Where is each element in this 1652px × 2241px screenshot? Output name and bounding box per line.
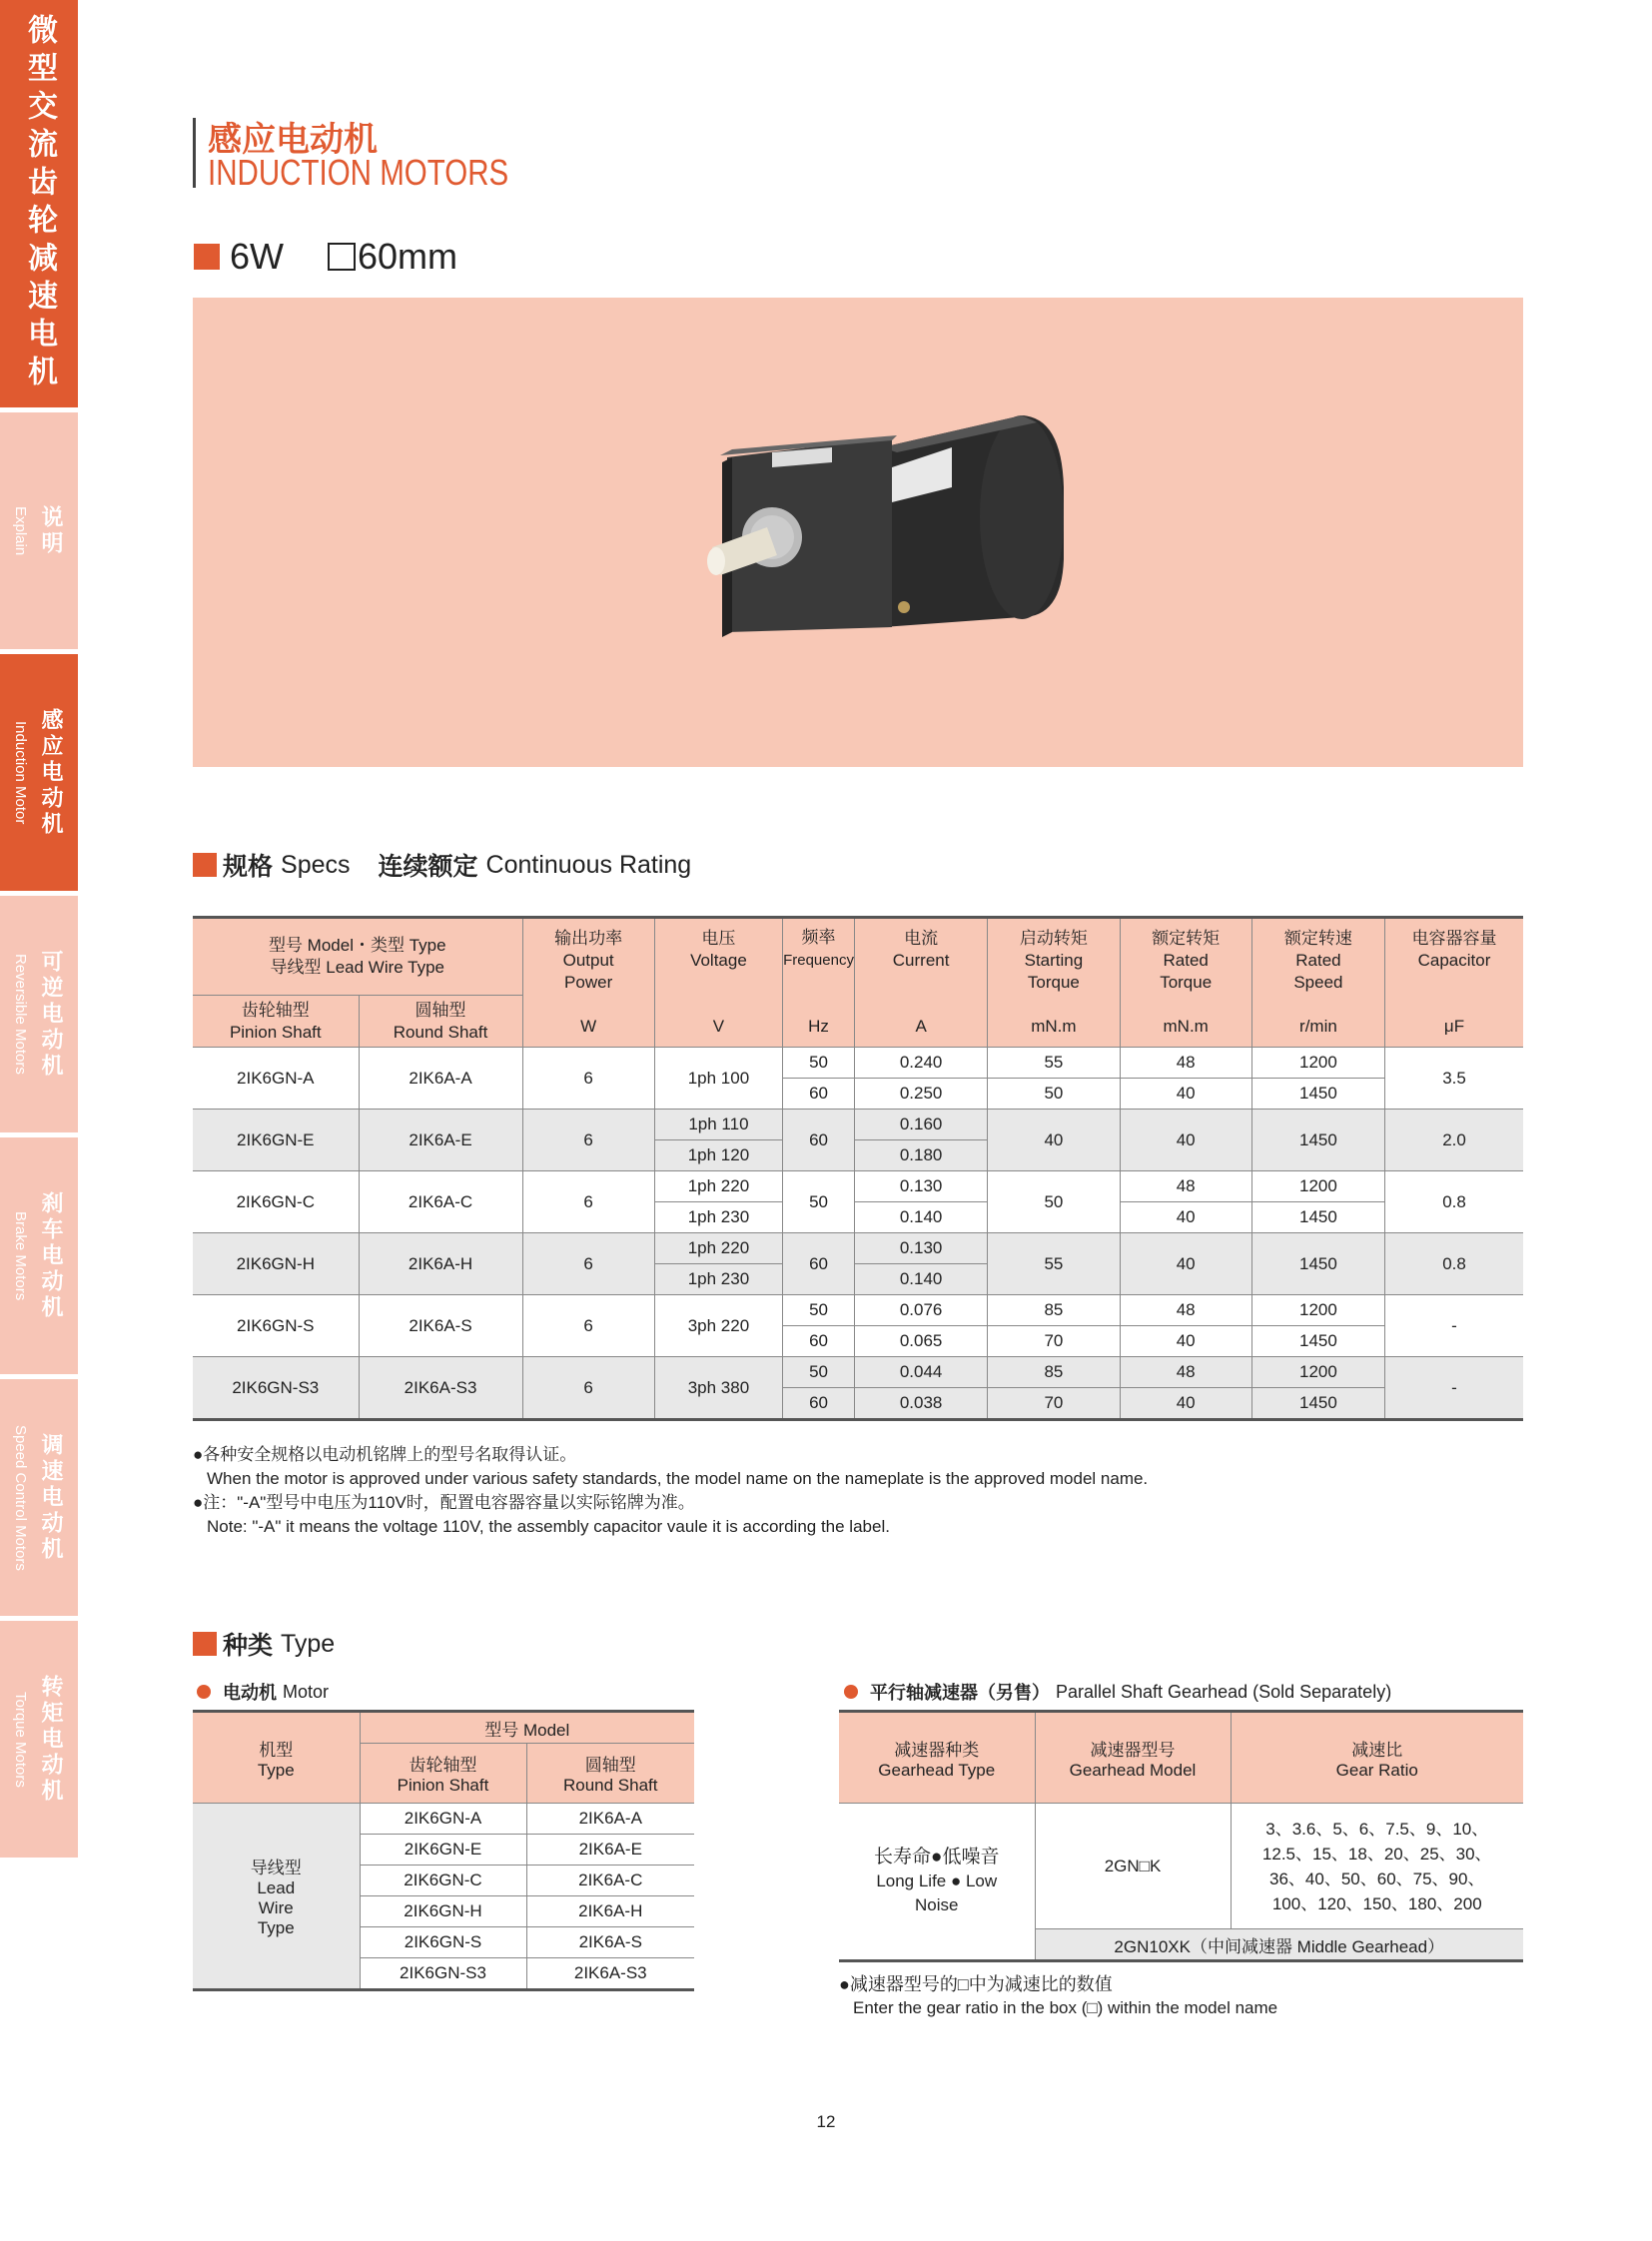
table-cell: 55 xyxy=(988,1048,1120,1079)
specs-heading-zh: 规格 xyxy=(223,852,274,881)
table-cell: 3ph 220 xyxy=(654,1295,782,1357)
table-cell: 60 xyxy=(783,1110,855,1171)
table-cell: 2IK6A-S3 xyxy=(359,1357,522,1420)
table-cell: 50 xyxy=(783,1295,855,1326)
sidebar-tab-sublabel: Reversible Motors xyxy=(12,954,29,1075)
table-cell: 1450 xyxy=(1251,1233,1384,1295)
sidebar-tab-label: 说明 xyxy=(38,504,63,557)
table-cell: 6 xyxy=(522,1171,654,1233)
table-cell: 0.160 xyxy=(854,1110,987,1140)
power-rating: 6W xyxy=(230,236,284,277)
gearhead-type-header: 减速器种类 Gearhead Type xyxy=(839,1712,1035,1804)
table-cell: 2IK6GN-S xyxy=(193,1295,359,1357)
gearhead-subheading xyxy=(844,1679,1391,1705)
dot-bullet-icon xyxy=(844,1685,858,1699)
spec-notes xyxy=(193,1443,1148,1539)
round-shaft-header: 圆轴型 Round Shaft xyxy=(359,996,522,1048)
type-heading-en: Type xyxy=(281,1629,336,1658)
table-cell: 2IK6GN-C xyxy=(193,1171,359,1233)
sidebar-tab-induction-motor[interactable] xyxy=(0,654,78,891)
table-cell: 2IK6A-C xyxy=(359,1171,522,1233)
table-cell: 2IK6GN-E xyxy=(193,1110,359,1171)
table-cell: 1200 xyxy=(1251,1171,1384,1202)
motor-type-table xyxy=(193,1710,694,1991)
table-row xyxy=(193,1110,1523,1140)
starting-torque-header: 启动转矩 Starting Torque mN.m xyxy=(988,918,1120,1048)
title-divider xyxy=(193,118,196,188)
table-cell: 1ph 220 xyxy=(654,1233,782,1264)
table-cell: 6 xyxy=(522,1233,654,1295)
gearhead-table xyxy=(839,1710,1523,1962)
table-cell: 40 xyxy=(1120,1388,1251,1420)
model-type-header: 型号 Model・类型 Type 导线型 Lead Wire Type xyxy=(193,918,522,996)
table-cell: 50 xyxy=(783,1357,855,1388)
table-cell: 1450 xyxy=(1251,1326,1384,1357)
table-cell: 60 xyxy=(783,1326,855,1357)
table-cell: 0.076 xyxy=(854,1295,987,1326)
sidebar-tab-sublabel: Explain xyxy=(12,505,29,556)
square-bullet-icon xyxy=(193,1632,217,1656)
table-cell: 40 xyxy=(1120,1233,1251,1295)
round-shaft-header: 圆轴型 Round Shaft xyxy=(526,1744,694,1804)
table-cell: 0.140 xyxy=(854,1264,987,1295)
sidebar-tab-sublabel: Brake Motors xyxy=(12,1210,29,1301)
voltage-header: 电压 Voltage V xyxy=(654,918,782,1048)
table-row xyxy=(193,1295,1523,1326)
table-cell: 1450 xyxy=(1251,1202,1384,1233)
table-cell: 2.0 xyxy=(1385,1110,1523,1171)
table-cell: 6 xyxy=(522,1110,654,1171)
sidebar-tab-label: 调速电动机 xyxy=(38,1432,63,1563)
table-cell: 50 xyxy=(783,1171,855,1233)
table-cell: 48 xyxy=(1120,1171,1251,1202)
sidebar-tab-sublabel: Torque Motors xyxy=(12,1691,29,1788)
gear-ratio-header: 减速比 Gear Ratio xyxy=(1231,1712,1523,1804)
sidebar-tab-reversible-motors[interactable] xyxy=(0,896,78,1132)
type-heading-zh: 种类 xyxy=(223,1631,274,1660)
table-cell: 40 xyxy=(1120,1079,1251,1110)
table-cell: 1ph 110 xyxy=(654,1110,782,1140)
table-cell: 70 xyxy=(988,1326,1120,1357)
table-cell: 2IK6GN-S3 xyxy=(360,1958,526,1990)
table-row xyxy=(193,1048,1523,1079)
type-heading xyxy=(193,1626,335,1662)
pinion-shaft-header: 齿轮轴型 Pinion Shaft xyxy=(193,996,359,1048)
table-cell: 1ph 230 xyxy=(654,1202,782,1233)
rated-torque-header: 额定转矩 Rated Torque mN.m xyxy=(1120,918,1251,1048)
table-cell: 1450 xyxy=(1251,1110,1384,1171)
table-cell: 2IK6A-H xyxy=(526,1896,694,1927)
table-row xyxy=(193,1804,694,1835)
sidebar-tab-explain[interactable] xyxy=(0,412,78,649)
table-cell: 1200 xyxy=(1251,1357,1384,1388)
note-2-en: Note: "-A" it means the voltage 110V, the assembly capacitor vaule it is according the label. xyxy=(207,1517,890,1536)
table-cell: 70 xyxy=(988,1388,1120,1420)
gearhead-note xyxy=(839,1972,1277,2020)
table-cell: 40 xyxy=(988,1110,1120,1171)
note-2-zh: ●注："-A"型号中电压为110V时，配置电容器容量以实际铭牌为准。 xyxy=(193,1493,695,1512)
table-cell: 0.044 xyxy=(854,1357,987,1388)
gearhead-subheading-en: Parallel Shaft Gearhead (Sold Separately) xyxy=(1056,1681,1392,1702)
table-cell: 2IK6GN-A xyxy=(360,1804,526,1835)
square-size-icon xyxy=(328,243,356,271)
middle-gearhead-cell: 2GN10XK（中间减速器 Middle Gearhead） xyxy=(1035,1929,1523,1961)
table-cell: 2IK6A-S3 xyxy=(526,1958,694,1990)
table-cell: 60 xyxy=(783,1388,855,1420)
specs-heading-en: Specs xyxy=(281,850,351,879)
table-cell: 1ph 220 xyxy=(654,1171,782,1202)
table-cell: 0.130 xyxy=(854,1171,987,1202)
table-cell: 2IK6A-E xyxy=(359,1110,522,1171)
table-cell: 2IK6A-E xyxy=(526,1835,694,1866)
frame-size: 60mm xyxy=(358,236,458,277)
sidebar-tab-sublabel: Speed Control Motors xyxy=(12,1424,29,1571)
motor-subheading-zh: 电动机 xyxy=(223,1683,277,1704)
table-cell: 40 xyxy=(1120,1326,1251,1357)
lead-wire-type-cell: 导线型 Lead Wire Type xyxy=(193,1804,360,1990)
table-cell: 2IK6A-H xyxy=(359,1233,522,1295)
gearhead-note-en: Enter the gear ratio in the box (□) within the model name xyxy=(853,1998,1278,2017)
table-cell: 2IK6GN-A xyxy=(193,1048,359,1110)
table-cell: 1450 xyxy=(1251,1079,1384,1110)
table-cell: 0.8 xyxy=(1385,1171,1523,1233)
sidebar-tab-speed-control-motors[interactable] xyxy=(0,1379,78,1616)
note-1-en: When the motor is approved under various safety standards, the model name on the nameplate is the approved model name. xyxy=(207,1469,1149,1488)
table-cell: 55 xyxy=(988,1233,1120,1295)
sidebar-tab-label: 转矩电动机 xyxy=(38,1674,63,1805)
gear-ratio-cell: 3、3.6、5、6、7.5、9、10、 12.5、15、18、20、25、30、 36、40、50、60、75、90、 100、120、150、180、200 xyxy=(1231,1804,1523,1929)
table-cell: 2IK6A-S xyxy=(526,1927,694,1958)
table-cell: 2IK6A-S xyxy=(359,1295,522,1357)
table-cell: 48 xyxy=(1120,1048,1251,1079)
table-row xyxy=(193,1171,1523,1202)
table-row xyxy=(193,1233,1523,1264)
table-cell: 0.240 xyxy=(854,1048,987,1079)
table-cell: 48 xyxy=(1120,1295,1251,1326)
sidebar-tab-label: 刹车电动机 xyxy=(38,1190,63,1321)
table-cell: 2IK6A-A xyxy=(526,1804,694,1835)
table-cell: 6 xyxy=(522,1295,654,1357)
table-cell: 48 xyxy=(1120,1357,1251,1388)
table-cell: 1ph 230 xyxy=(654,1264,782,1295)
table-cell: 3ph 380 xyxy=(654,1357,782,1420)
table-cell: 1200 xyxy=(1251,1295,1384,1326)
motor-image xyxy=(193,298,1523,767)
current-header: 电流 Current A xyxy=(854,918,987,1048)
gearhead-model-cell: 2GN□K xyxy=(1035,1804,1231,1929)
table-cell: 2IK6GN-S3 xyxy=(193,1357,359,1420)
table-cell: 1200 xyxy=(1251,1048,1384,1079)
sidebar-tab-sublabel: Induction Motor xyxy=(12,720,29,825)
table-cell: 2IK6GN-S xyxy=(360,1927,526,1958)
table-cell: 60 xyxy=(783,1233,855,1295)
table-cell: 50 xyxy=(988,1079,1120,1110)
table-cell: 40 xyxy=(1120,1110,1251,1171)
table-cell: 85 xyxy=(988,1295,1120,1326)
gearhead-subheading-zh: 平行轴减速器（另售） xyxy=(870,1683,1050,1704)
dot-bullet-icon xyxy=(197,1685,211,1699)
table-cell: 2IK6GN-H xyxy=(193,1233,359,1295)
type-header: 机型 Type xyxy=(193,1712,360,1804)
table-cell: 0.038 xyxy=(854,1388,987,1420)
table-cell: 60 xyxy=(783,1079,855,1110)
table-cell: 2IK6GN-E xyxy=(360,1835,526,1866)
frequency-header: 频率 Frequency Hz xyxy=(783,918,855,1048)
rating-heading-zh: 连续额定 xyxy=(378,852,478,881)
power-header: 输出功率 Output Power W xyxy=(522,918,654,1048)
table-cell: 85 xyxy=(988,1357,1120,1388)
sidebar-tab-torque-motors[interactable] xyxy=(0,1621,78,1858)
sidebar-tab-geared-motors[interactable] xyxy=(0,0,78,407)
page-title-zh: 感应电动机 xyxy=(208,120,378,160)
table-cell: 0.065 xyxy=(854,1326,987,1357)
table-cell: 2IK6A-C xyxy=(526,1866,694,1896)
table-cell: - xyxy=(1385,1295,1523,1357)
rating-heading-en: Continuous Rating xyxy=(485,850,692,879)
table-row xyxy=(193,1357,1523,1388)
model-header: 型号 Model xyxy=(360,1712,694,1744)
table-cell: 1450 xyxy=(1251,1388,1384,1420)
square-bullet-icon xyxy=(194,244,220,270)
rated-speed-header: 额定转速 Rated Speed r/min xyxy=(1251,918,1384,1048)
table-cell: - xyxy=(1385,1357,1523,1420)
table-cell: 2IK6GN-C xyxy=(360,1866,526,1896)
table-cell: 0.130 xyxy=(854,1233,987,1264)
page-number: 12 xyxy=(816,2112,836,2131)
motor-subheading xyxy=(197,1679,329,1705)
gearhead-note-zh: ●减速器型号的□中为减速比的数值 xyxy=(839,1974,1113,1994)
sidebar-tab-label: 感应电动机 xyxy=(38,707,63,838)
table-cell: 1ph 100 xyxy=(654,1048,782,1110)
square-bullet-icon xyxy=(193,853,217,877)
spec-table xyxy=(193,916,1523,1421)
page-title-en: INDUCTION MOTORS xyxy=(208,152,509,193)
note-1-zh: ●各种安全规格以电动机铭牌上的型号名取得认证。 xyxy=(193,1445,577,1464)
table-cell: 2IK6GN-H xyxy=(360,1896,526,1927)
table-cell: 6 xyxy=(522,1357,654,1420)
table-cell: 50 xyxy=(988,1171,1120,1233)
gearhead-model-header: 减速器型号 Gearhead Model xyxy=(1035,1712,1231,1804)
table-cell: 2IK6A-A xyxy=(359,1048,522,1110)
sidebar-tab-brake-motors[interactable] xyxy=(0,1137,78,1374)
table-cell: 50 xyxy=(783,1048,855,1079)
product-photo-area xyxy=(193,298,1523,767)
pinion-shaft-header: 齿轮轴型 Pinion Shaft xyxy=(360,1744,526,1804)
capacitor-header: 电容器容量 Capacitor μF xyxy=(1385,918,1523,1048)
sidebar-tab-label: 可逆电动机 xyxy=(38,949,63,1080)
specs-heading xyxy=(193,847,691,883)
table-cell: 0.180 xyxy=(854,1140,987,1171)
table-cell: 40 xyxy=(1120,1202,1251,1233)
sidebar-tab-label: 微型交流齿轮减速电机 xyxy=(22,14,57,393)
table-cell: 3.5 xyxy=(1385,1048,1523,1110)
table-cell: 0.250 xyxy=(854,1079,987,1110)
spec-line xyxy=(194,236,457,278)
motor-subheading-en: Motor xyxy=(283,1681,330,1702)
table-cell: 0.140 xyxy=(854,1202,987,1233)
table-cell: 6 xyxy=(522,1048,654,1110)
table-cell: 0.8 xyxy=(1385,1233,1523,1295)
table-cell: 1ph 120 xyxy=(654,1140,782,1171)
gearhead-kind-cell: 长寿命●低噪音 Long Life ● Low Noise xyxy=(839,1804,1035,1961)
